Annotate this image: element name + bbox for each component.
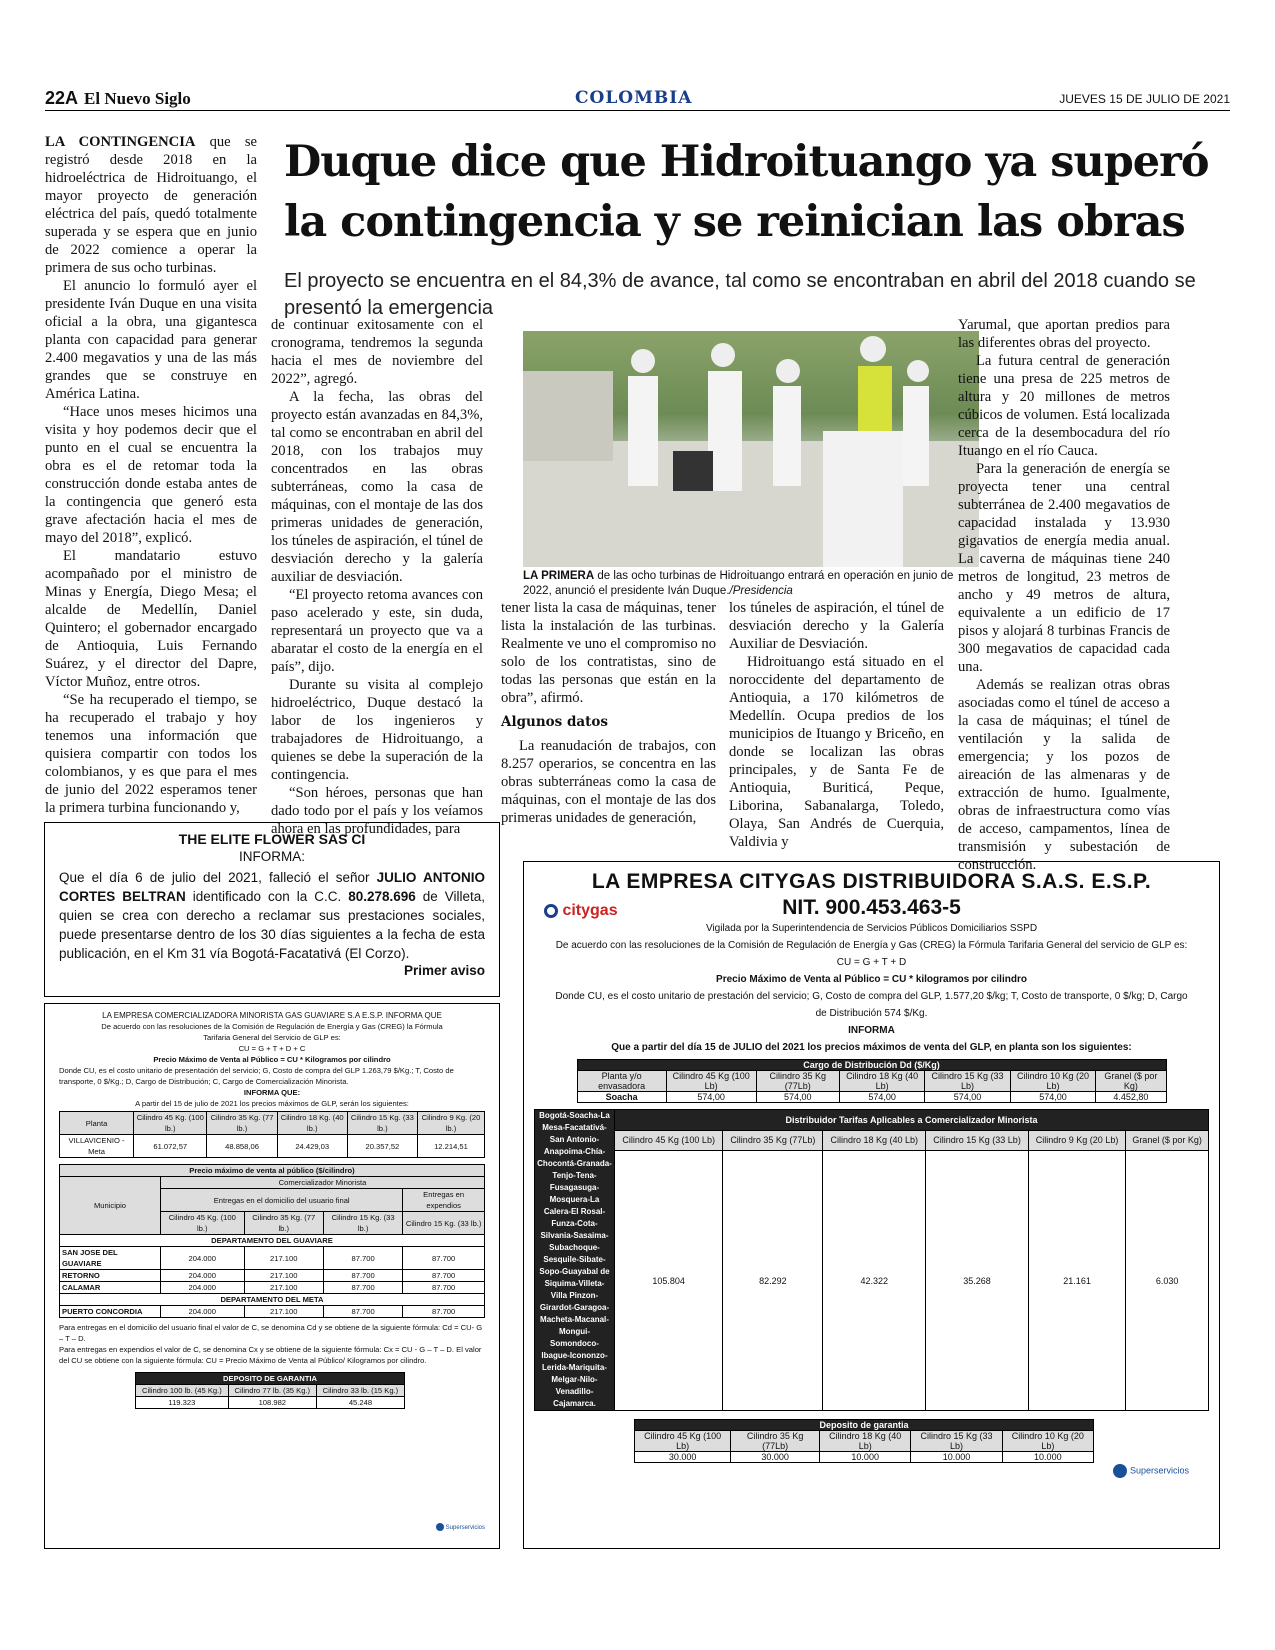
paragraph: El anuncio lo formuló ayer el presidente Iván Duque en una visita oficial a la obra, una gigantesca planta con capacidad para generar 2.400 megavatios y una de las más grandes que se construye en América Latina.	[45, 278, 257, 402]
table-header: Entregas en expendios	[403, 1189, 485, 1212]
table-cell: 21.161	[1028, 1151, 1125, 1411]
table-cell: 574,00	[756, 1092, 839, 1103]
table-cell: 87.700	[323, 1270, 402, 1282]
notice-name: JULIO ANTONIO CORTES BELTRAN	[59, 870, 485, 904]
table-cell: 87.700	[403, 1247, 485, 1270]
table-cell: 87.700	[323, 1247, 402, 1270]
caption-bold: LA PRIMERA	[523, 570, 595, 582]
citygas-notice	[523, 861, 1220, 1549]
logo-icon	[1113, 1464, 1127, 1478]
subheadline: El proyecto se encuentra en el 84,3% de avance, tal como se encontraban en abril del 2018 cuando se presentó la emergencia	[284, 270, 1196, 319]
table-header: Cilindro 15 Kg. (33 lb.)	[347, 1112, 417, 1135]
lead-bold: LA CONTINGENCIA	[45, 134, 196, 150]
table-cell: 87.700	[323, 1306, 402, 1318]
notice-text: de Villeta, quien se crea con derecho a reclamar sus prestaciones sociales, puede presentarse dentro de los 30 días siguientes a la fecha de esta publicación, en el Km 31 vía Bogotá-Facatativá (El Corzo).	[59, 889, 486, 961]
gas-municipio-table	[59, 1164, 485, 1318]
notice-text: identificado con la C.C.	[185, 889, 349, 904]
table-cell: 35.268	[926, 1151, 1029, 1411]
table-header: Cilindro 10 Kg (20 Lb)	[1002, 1431, 1093, 1452]
section-title: COLOMBIA	[575, 88, 693, 108]
citygas-intro: De acuerdo con las resoluciones de la Comisión de Regulación de Energía y Gas (CREG) la Fórmula Tarifaria General del servicio de GLP es:	[555, 940, 1188, 951]
table-section: DEPARTAMENTO DEL META	[60, 1294, 485, 1306]
notice-informa: INFORMA:	[239, 849, 305, 864]
table-header: Cilindro 18 Kg (40 Lb)	[839, 1071, 924, 1092]
table-header: Granel ($ por Kg)	[1126, 1130, 1209, 1151]
citygas-deposit-table	[634, 1419, 1094, 1463]
table-header: Comercializador Minorista	[161, 1177, 485, 1189]
table-header: Cilindro 35 Kg (77Lb)	[756, 1071, 839, 1092]
citygas-formula: CU = G + T + D	[836, 957, 907, 968]
table-cell: 108.982	[228, 1397, 316, 1409]
table-header: Cilindro 15 Kg (33 Lb)	[926, 1130, 1029, 1151]
logo-icon	[544, 904, 558, 918]
photo-caption	[523, 569, 979, 599]
paragraph: Además se realizan otras obras asociadas como el túnel de acceso a la casa de máquinas; el túnel de ventilación y la salida de emergencia; y los pozos de aireación de las almenaras y de extracción de humo. Igualmente, obras de infraestructura como vías de acceso, campamentos, línea de transmisión y subestación de construcción.	[958, 677, 1170, 873]
notice-body	[59, 868, 485, 963]
subheading: Algunos datos	[501, 714, 609, 730]
article-column-3	[501, 599, 716, 826]
gas-note: Para entregas en el domicilio del usuario final el valor de C, se denomina Cd y se obtiene de la siguiente fórmula: Cd = CU- G – T – D.	[59, 1323, 483, 1343]
article-column-1	[45, 133, 257, 816]
table-title: Cargo de Distribución Dd ($/Kg)	[577, 1060, 1166, 1071]
notice-cc: 80.278.696	[348, 889, 416, 904]
citygas-informa: INFORMA	[848, 1025, 895, 1036]
table-cell: VILLAVICENIO - Meta	[60, 1135, 134, 1158]
table-cell: 217.100	[244, 1270, 323, 1282]
table-header: Cilindro 77 lb. (35 Kg.)	[228, 1385, 316, 1397]
paragraph: Durante su visita al complejo hidroeléctrico, Duque destacó la labor de los ingenieros y trabajadores de Hidroituango, a quienes se debe la superación de la contingencia.	[271, 677, 483, 783]
table-cell: 87.700	[403, 1282, 485, 1294]
logo-icon	[436, 1523, 444, 1531]
table-cell: 61.072,57	[134, 1135, 207, 1158]
table-cell: 4.452,80	[1096, 1092, 1166, 1103]
table-cell: 574,00	[666, 1092, 756, 1103]
table-cell: 217.100	[244, 1282, 323, 1294]
table-cell: 87.700	[403, 1306, 485, 1318]
table-cell: 48.858,06	[207, 1135, 277, 1158]
gas-pmv: Precio Máximo de Venta al Público = CU * Kilogramos por cilindro	[153, 1055, 391, 1064]
table-cell: 87.700	[403, 1270, 485, 1282]
gas-informa: INFORMA QUE:	[243, 1088, 301, 1097]
table-cell: 10.000	[820, 1452, 911, 1463]
table-cell: 10.000	[911, 1452, 1002, 1463]
table-header: Cilindro 15 Kg (33 Lb)	[925, 1071, 1010, 1092]
table-title: Distribuidor Tarifas Aplicables a Comercializador Minorista	[615, 1110, 1209, 1131]
table-header: Cilindro 33 lb. (15 Kg.)	[316, 1385, 404, 1397]
table-header: Cilindro 9 Kg (20 Lb)	[1028, 1130, 1125, 1151]
table-cell: 87.700	[323, 1282, 402, 1294]
table-header: Cilindro 18 Kg. (40 lb.)	[277, 1112, 347, 1135]
article-column-4	[729, 599, 944, 850]
table-header: Cilindro 18 Kg (40 Lb)	[823, 1130, 926, 1151]
table-cell: 217.100	[244, 1247, 323, 1270]
elite-flower-notice	[44, 822, 500, 997]
citygas-apartir: Que a partir del día 15 de JULIO del 2021 los precios máximos de venta del GLP, en planta son los siguientes:	[611, 1042, 1132, 1053]
news-photo	[523, 331, 979, 567]
table-cell: 217.100	[244, 1306, 323, 1318]
citygas-logo	[544, 902, 618, 920]
table-cell: 10.000	[1002, 1452, 1093, 1463]
paragraph: A la fecha, las obras del proyecto están avanzadas en 84,3%, tal como se encontraban en abril del 2018, con los trabajos muy concentrados en las obras subterráneas, como la casa de máquinas, con el montaje de las dos primeras unidades de generación, los túneles de aspiración, el túnel de desviación derecho y la galería auxiliar de desviación.	[271, 389, 483, 585]
paper-name: El Nuevo Siglo	[84, 89, 191, 108]
notice-title: THE ELITE FLOWER SAS CI	[178, 831, 366, 847]
paragraph: La reanudación de trabajos, con 8.257 operarios, se concentra en las obras subterráneas como la casa de máquinas, con el montaje de las dos primeras unidades de generación,	[501, 738, 716, 826]
table-cell: 20.357,52	[347, 1135, 417, 1158]
paragraph: “Son héroes, personas que han dado todo por el país y los veíamos ahora en las profundidades, para	[271, 785, 483, 837]
table-header: Cilindro 35 Kg (77Lb)	[723, 1130, 823, 1151]
photo-illustration	[523, 331, 979, 567]
table-header: Municipio	[60, 1177, 161, 1235]
table-header: Granel ($ por Kg)	[1096, 1071, 1166, 1092]
table-section: DEPARTAMENTO DEL GUAVIARE	[60, 1235, 485, 1247]
table-header: Planta	[60, 1112, 134, 1135]
municipios-list: Bogotá-Soacha-La Mesa-Facatativá-San Antonio-Anapoima-Chía-Chocontá-Granada-Tenjo-Tena-Fusagasuga-Mosquera-La Calera-El Rosal-Funza-Cota-Silvania-Sasaima-Subachoque-Sesquile-Sibate-Sopo-Guayabal de Siquima-Villeta-Villa Pinzon-Girardot-Garagoa-Macheta-Macanal-Mongui-Somondoco-Ibague-Icononzo-Lerida-Mariquita-Melgar-Nilo-Venadillo-Cajamarca.	[535, 1110, 615, 1411]
table-title: Precio máximo de venta al público ($/cilindro)	[60, 1165, 485, 1177]
citygas-pmv: Precio Máximo de Venta al Público = CU * kilogramos por cilindro	[716, 974, 1027, 985]
gas-donde: Donde CU, es el costo unitario de presentación del servicio; G, Costo de compra del GLP 1.263,79 $/Kg.; T, Costo de transporte, 0 $/Kg.; D, Cargo de Distribución; C, Cargo de Comercialización Minorista.	[59, 1066, 454, 1086]
logo-text: citygas	[562, 902, 618, 919]
table-title: Deposito de garantia	[635, 1420, 1094, 1431]
paragraph: los túneles de aspiración, el túnel de desviación derecho y la Galería Auxiliar de Desviación.	[729, 600, 944, 652]
page-number: 22A	[45, 88, 79, 108]
table-header: Cilindro 15 Kg (33 Lb)	[911, 1431, 1002, 1452]
notice-aviso: Primer aviso	[403, 963, 485, 978]
lead-paragraph	[45, 133, 257, 277]
table-header: Cilindro 35 Kg. (77 lb.)	[244, 1212, 323, 1235]
table-cell: PUERTO CONCORDIA	[60, 1306, 161, 1318]
gas-intro: De acuerdo con las resoluciones de la Comisión de Regulación de Energía y Gas (CREG) la Fórmula Tarifaria General del Servicio de GLP es:	[101, 1022, 443, 1042]
table-cell: 24.429,03	[277, 1135, 347, 1158]
table-cell: 574,00	[925, 1092, 1010, 1103]
table-cell: 82.292	[723, 1151, 823, 1411]
table-header: Cilindro 15 Kg. (33 lb.)	[403, 1212, 485, 1235]
table-header: Cilindro 35 Kg. (77 lb.)	[207, 1112, 277, 1135]
table-cell: 574,00	[839, 1092, 924, 1103]
table-header: Cilindro 9 Kg. (20 lb.)	[417, 1112, 484, 1135]
table-header: Cilindro 15 Kg. (33 lb.)	[323, 1212, 402, 1235]
headline: Duque dice que Hidroituango ya superó la contingencia y se reinician las obras	[284, 137, 1209, 247]
paragraph: “Hace unos meses hicimos una visita y hoy podemos decir que el punto en el cual se encuentra la obra es el de retomar toda la construcción donde estaba antes de la contingencia que generó esta grave afectación hacia el mes de mayo del 2018”, explicó.	[45, 404, 257, 546]
superservicios-logo	[1113, 1464, 1189, 1478]
lead-text: que se registró desde 2018 en la hidroeléctrica de Hidroituango, el mayor proyecto de generación eléctrica del país, quedó totalmente superada y se espera que en junio de 2022 comience a operar la primera de sus ocho turbinas.	[45, 134, 257, 276]
table-cell: 6.030	[1126, 1151, 1209, 1411]
table-cell: 30.000	[635, 1452, 731, 1463]
citygas-donde: Donde CU, es el costo unitario de prestación del servicio; G, Costo de compra del GLP, 1.577,20 $/kg; T, Costo de transporte, 0 $/kg; D, Cargo de Distribución 574 $/Kg.	[555, 991, 1188, 1019]
paragraph: Para la generación de energía se proyecta tener una central subterránea de 2.400 megavatios de capacidad instalada y 13.930 gigavatios de energía media anual. La caverna de máquinas tiene 240 metros de longitud, 23 metros de ancho y 49 metros de altura, equivalente a un edificio de 17 pisos y alojará 8 turbinas Francis de 300 megavatios de capacidad cada una.	[958, 461, 1170, 675]
caption-credit: /Presidencia	[729, 585, 793, 597]
citygas-nit: NIT. 900.453.463-5	[782, 896, 961, 919]
table-header: Cilindro 45 Kg (100 Lb)	[666, 1071, 756, 1092]
paragraph: La futura central de generación tiene una presa de 225 metros de altura y 20 millones de metros cúbicos de volumen. Está localizada cerca de la desembocadura del río Ituango en el río Cauca.	[958, 353, 1170, 459]
citygas-tariff-table	[534, 1109, 1209, 1411]
table-cell: SAN JOSE DEL GUAVIARE	[60, 1247, 161, 1270]
table-header: Cilindro 45 Kg (100 Lb)	[615, 1130, 723, 1151]
notice-text: Que el día 6 de julio del 2021, falleció el señor	[59, 870, 377, 885]
gas-formula: CU = G + T + D + C	[238, 1044, 306, 1053]
caption-text: de las ocho turbinas de Hidroituango entrará en operación en junio de 2022, anunció el presidente Iván Duque.	[523, 570, 954, 597]
superservicios-logo	[436, 1523, 485, 1534]
table-header: Planta y/o envasadora	[577, 1071, 666, 1092]
table-cell: 42.322	[823, 1151, 926, 1411]
gas-title: LA EMPRESA COMERCIALIZADORA MINORISTA GAS GUAVIARE S.A E.S.P. INFORMA QUE	[102, 1011, 442, 1020]
article-column-5	[958, 316, 1170, 873]
table-cell: 119.323	[136, 1397, 229, 1409]
paragraph: El mandatario estuvo acompañado por el ministro de Minas y Energía, Diego Mesa; el alcalde de Medellín, Daniel Quintero; el gobernador encargado de Antioquia, Luis Fernando Suárez, y el director del Dapre, Víctor Muñoz, entre otros.	[45, 548, 257, 690]
table-cell: RETORNO	[60, 1270, 161, 1282]
table-header: Cilindro 45 Kg. (100 lb.)	[134, 1112, 207, 1135]
table-header: Cilindro 100 lb. (45 Kg.)	[136, 1385, 229, 1397]
paragraph: Yarumal, que aportan predios para las diferentes obras del proyecto.	[958, 317, 1170, 351]
table-header: Cilindro 45 Kg (100 Lb)	[635, 1431, 731, 1452]
table-header: Entregas en el domicilio del usuario final	[161, 1189, 403, 1212]
table-title: DEPOSITO DE GARANTIA	[136, 1373, 405, 1385]
logo-text: Superservicios	[445, 1525, 485, 1531]
table-header: Cilindro 10 Kg (20 Lb)	[1010, 1071, 1095, 1092]
paragraph: de continuar exitosamente con el cronograma, tendremos la segunda hacia el mes de noviembre del 2022”, agregó.	[271, 317, 483, 387]
citygas-nit-row	[534, 896, 1209, 920]
header-rule	[45, 110, 1230, 111]
gas-apartir: A partir del 15 de julio de 2021 los precios máximos de GLP, serán los siguientes:	[135, 1099, 409, 1108]
table-cell: 204.000	[161, 1247, 245, 1270]
table-cell: 204.000	[161, 1306, 245, 1318]
table-cell: CALAMAR	[60, 1282, 161, 1294]
table-cell: 45.248	[316, 1397, 404, 1409]
table-cell: 12.214,51	[417, 1135, 484, 1158]
gas-price-table	[59, 1111, 485, 1158]
table-cell: 105.804	[615, 1151, 723, 1411]
table-cell: 204.000	[161, 1270, 245, 1282]
issue-date: JUEVES 15 DE JULIO DE 2021	[1059, 92, 1230, 106]
table-header: Cilindro 18 Kg (40 Lb)	[820, 1431, 911, 1452]
citygas-distribution-table	[577, 1059, 1167, 1103]
masthead	[45, 88, 191, 109]
logo-text: Superservicios	[1129, 1465, 1189, 1476]
paragraph: Hidroituango está situado en el noroccidente del departamento de Antioquia, a 170 kilómetros de Medellín. Ocupa predios de los municipios de Ituango y Briceño, en donde se localizan las obras principales, y de Santa Fe de Antioquia, Buriticá, Peque, Liborina, Sabanalarga, Toledo, Olaya, San Andrés de Cuerquia, Valdivia y	[729, 654, 944, 850]
paragraph: tener lista la casa de máquinas, tener lista la instalación de las turbinas. Realmente ve uno el compromiso no solo de los contratistas, sino de todas las personas que están en la obra”, afirmó.	[501, 600, 716, 706]
citygas-vigilada: Vigilada por la Superintendencia de Servicios Públicos Domiciliarios SSPD	[705, 923, 1038, 934]
gas-deposit-table	[135, 1372, 405, 1409]
article-column-2	[271, 316, 483, 837]
gas-guaviare-notice	[44, 1003, 500, 1549]
table-cell: 574,00	[1010, 1092, 1095, 1103]
gas-note: Para entregas en expendios el valor de C, se denomina Cx y se obtiene de la siguiente fórmula: Cx = CU - G – T – D. El valor del CU se obtiene con la siguiente fórmula: CU = Precio Máximo de Venta al Público/ Kilogramos por cilindro.	[59, 1345, 482, 1365]
table-cell: 30.000	[731, 1452, 820, 1463]
paragraph: “El proyecto retoma avances con paso acelerado y este, sin duda, representará un proyecto que va a abaratar el costo de la energía en el país”, dijo.	[271, 587, 483, 675]
citygas-title: LA EMPRESA CITYGAS DISTRIBUIDORA S.A.S. E.S.P.	[591, 870, 1152, 893]
paragraph: “Se ha recuperado el tiempo, se ha recuperado el trabajo y hoy tenemos una información que quisiera compartir con todos los colombianos, y es que para el mes de junio del 2022 esperamos tener la primera turbina funcionando y,	[45, 692, 257, 816]
table-header: Cilindro 45 Kg. (100 lb.)	[161, 1212, 245, 1235]
table-cell: 204.000	[161, 1282, 245, 1294]
table-header: Cilindro 35 Kg (77Lb)	[731, 1431, 820, 1452]
table-cell: Soacha	[577, 1092, 666, 1103]
